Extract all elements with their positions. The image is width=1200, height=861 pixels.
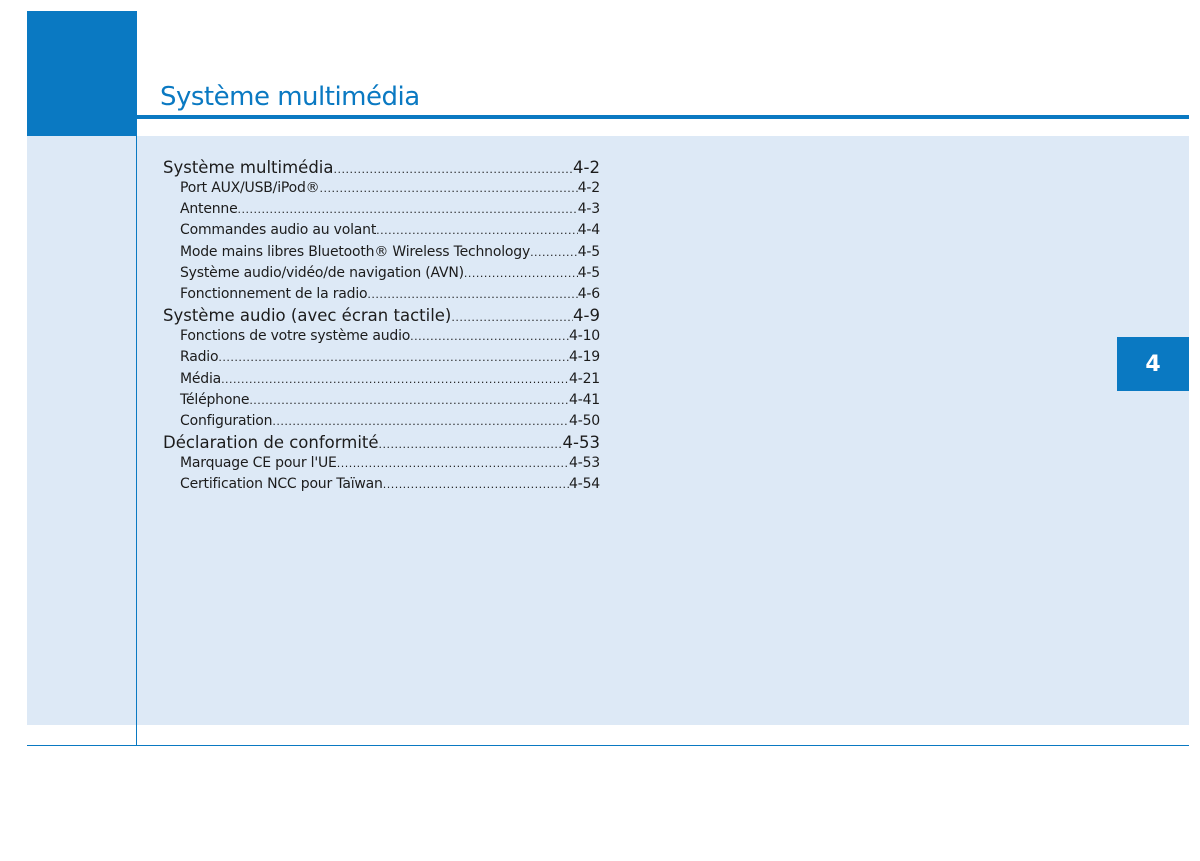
toc-leader: [451, 305, 573, 328]
toc-entry-page: 4-4: [577, 222, 600, 239]
toc-entry[interactable]: [163, 157, 600, 178]
toc-subentry[interactable]: [163, 369, 600, 390]
toc-entry-page: 4-41: [569, 391, 600, 408]
toc-entry-page: 4-53: [562, 433, 600, 453]
toc-entry-page: 4-3: [577, 201, 600, 218]
toc-entry[interactable]: [163, 305, 600, 326]
toc-entry-page: 4-6: [577, 285, 600, 302]
chapter-tab[interactable]: 4: [1117, 337, 1189, 391]
toc-leader: [376, 220, 578, 241]
toc-leader: [319, 178, 577, 199]
toc-entry[interactable]: [163, 432, 600, 453]
toc-leader: [383, 474, 569, 495]
toc-subentry[interactable]: [163, 326, 600, 347]
toc-subentry[interactable]: [163, 390, 600, 411]
toc-entry-label: Téléphone: [180, 391, 250, 408]
toc-entry-label: Antenne: [180, 201, 238, 218]
toc-entry-page: 4-9: [573, 306, 600, 326]
toc-entry-label: Port AUX/USB/iPod®: [180, 180, 320, 196]
toc-entry-page: 4-50: [569, 412, 600, 429]
toc-subentry[interactable]: [163, 411, 600, 432]
toc-leader: [337, 453, 569, 474]
toc-leader: [238, 199, 578, 220]
toc-leader: [367, 284, 577, 305]
toc-entry-label: Déclaration de conformité: [163, 433, 379, 453]
toc-entry-page: 4-19: [569, 349, 600, 366]
title-underline: [137, 115, 1189, 119]
margin-divider: [136, 119, 137, 746]
toc-subentry[interactable]: [163, 347, 600, 368]
toc-leader: [272, 411, 569, 432]
toc-entry-page: 4-10: [569, 328, 600, 345]
toc-leader: [221, 369, 569, 390]
toc-entry-label: Mode mains libres Bluetooth® Wireless Technology: [180, 243, 531, 260]
toc-entry-page: 4-21: [569, 370, 600, 387]
toc-leader: [530, 242, 578, 263]
toc-leader: [249, 390, 569, 411]
toc-subentry[interactable]: [163, 178, 600, 199]
toc-entry-page: 4-54: [569, 476, 600, 493]
toc-entry-page: 4-2: [573, 158, 600, 177]
toc-subentry[interactable]: [163, 263, 600, 284]
toc-entry-label: Système audio (avec écran tactile): [163, 306, 452, 326]
toc-entry-label: Radio: [180, 349, 219, 366]
footer-divider: [27, 745, 1189, 746]
toc-subentry[interactable]: [163, 453, 600, 474]
toc-entry-label: Système audio/vidéo/de navigation (AVN): [180, 264, 464, 281]
toc-subentry[interactable]: [163, 284, 600, 305]
toc-entry-label: Configuration: [180, 412, 273, 429]
toc-entry-page: 4-5: [577, 264, 600, 281]
toc-subentry[interactable]: [163, 242, 600, 263]
page-title: Système multimédia: [160, 82, 420, 112]
toc-leader: [410, 326, 569, 347]
toc-entry-page: 4-53: [569, 455, 600, 472]
toc-entry-label: Fonctionnement de la radio: [180, 285, 368, 302]
table-of-contents: [163, 157, 600, 495]
toc-leader: [334, 157, 574, 180]
toc-entry-label: Média: [180, 370, 222, 387]
header-color-block: [27, 11, 137, 136]
toc-entry-label: Fonctions de votre système audio: [180, 328, 411, 345]
toc-entry-label: Système multimédia: [163, 158, 334, 177]
toc-entry-label: Marquage CE pour l'UE: [180, 455, 337, 472]
toc-entry-page: 4-2: [577, 180, 600, 196]
toc-entry-label: Certification NCC pour Taïwan: [180, 476, 383, 493]
toc-leader: [379, 432, 563, 455]
toc-subentry[interactable]: [163, 199, 600, 220]
toc-leader: [218, 347, 569, 368]
toc-subentry[interactable]: [163, 474, 600, 495]
toc-entry-page: 4-5: [577, 243, 600, 260]
toc-entry-label: Commandes audio au volant: [180, 222, 377, 239]
toc-leader: [464, 263, 578, 284]
toc-subentry[interactable]: [163, 220, 600, 241]
